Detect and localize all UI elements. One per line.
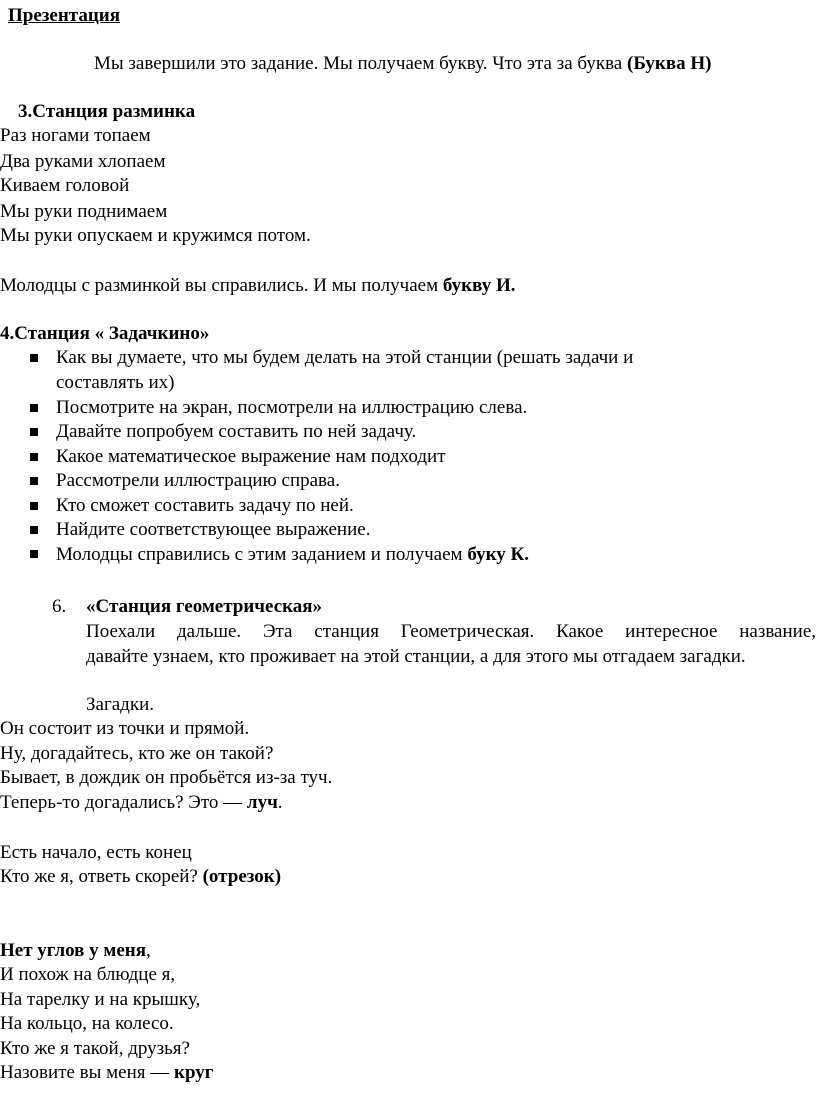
list-item: Давайте попробуем составить по ней задачу.: [56, 421, 417, 442]
station6-heading: «Станция геометрическая»: [86, 596, 323, 617]
riddle-line: Есть начало, есть конец: [0, 842, 192, 863]
riddle-line: Кто же я, ответь скорей? (отрезок): [0, 866, 282, 887]
bullet-icon: [30, 453, 38, 461]
riddle-line: Бывает, в дождик он пробьётся из-за туч.: [0, 767, 333, 788]
list-item: Кто сможет составить задачу по ней.: [56, 495, 354, 516]
station4-heading: 4.Станция « Задачкино»: [0, 323, 210, 344]
list-item-continuation: составлять их): [56, 372, 175, 393]
riddle-line: Назовите вы меня — круг: [0, 1062, 214, 1083]
station3-heading: 3.Станция разминка: [18, 101, 196, 122]
letter-i: букву И.: [442, 275, 516, 296]
list-item: Найдите соответствующее выражение.: [56, 519, 371, 540]
list-item: Молодцы справились с этим заданием и получаем буку К.: [56, 544, 530, 565]
list-item: Какое математическое выражение нам подходит: [56, 446, 446, 467]
answer-segment: (отрезок): [202, 866, 282, 887]
warmup-line: Киваем головой: [0, 175, 130, 196]
list-item: Рассмотрели иллюстрацию справа.: [56, 470, 340, 491]
riddles-title: Загадки.: [86, 694, 154, 715]
list-item: Как вы думаете, что мы будем делать на этой станции (решать задачи и: [56, 347, 634, 368]
warmup-line: Мы руки поднимаем: [0, 201, 168, 222]
bullet-icon: [30, 502, 38, 510]
riddle-line: На кольцо, на колесо.: [0, 1013, 174, 1034]
station3-result: Молодцы с разминкой вы справились. И мы получаем букву И.: [0, 275, 516, 296]
bullet-icon: [30, 526, 38, 534]
station6-number: 6.: [52, 596, 67, 617]
intro-line: [94, 52, 711, 76]
list-item: Посмотрите на экран, посмотрели на иллюстрацию слева.: [56, 397, 528, 418]
riddle-line: Кто же я такой, друзья?: [0, 1038, 190, 1059]
bullet-icon: [30, 477, 38, 485]
letter-k: буку К.: [467, 544, 530, 565]
answer-ray: луч: [246, 792, 278, 813]
station6-paragraph-line: Поехали дальше. Эта станция Геометрическая. Какое интересное название,: [86, 621, 816, 642]
warmup-line: Раз ногами топаем: [0, 125, 151, 146]
bullet-icon: [30, 354, 38, 362]
warmup-line: Мы руки опускаем и кружимся потом.: [0, 225, 311, 246]
riddle-line: Нет углов у меня,: [0, 940, 151, 961]
riddle-line: Ну, догадайтесь, кто же он такой?: [0, 743, 274, 764]
bullet-icon: [30, 428, 38, 436]
answer-circle: круг: [174, 1062, 214, 1083]
riddle-line: Он состоит из точки и прямой.: [0, 718, 250, 739]
riddle-line: На тарелку и на крышку,: [0, 989, 201, 1010]
intro-text: Мы завершили это задание. Мы получаем букву. Что эта за буква: [94, 53, 627, 74]
riddle-line: И похож на блюдце я,: [0, 964, 176, 985]
intro-answer: (Буква Н): [627, 53, 712, 74]
bullet-icon: [30, 404, 38, 412]
riddle-line: Теперь-то догадались? Это — луч.: [0, 792, 283, 813]
warmup-line: Два руками хлопаем: [0, 151, 166, 172]
station6-paragraph-line: давайте узнаем, кто проживает на этой станции, а для этого мы отгадаем загадки.: [86, 646, 746, 667]
page-title: Презентация: [8, 5, 121, 26]
bullet-icon: [30, 550, 38, 558]
